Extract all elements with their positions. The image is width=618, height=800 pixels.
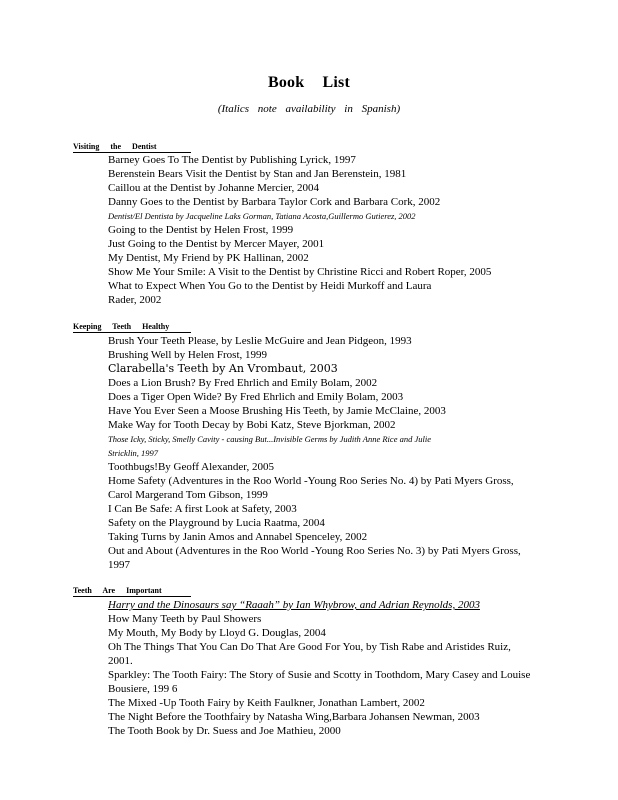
section-heading: Visiting the Dentist bbox=[73, 142, 191, 153]
list-item: 2001. bbox=[108, 655, 133, 667]
list-item: Caillou at the Dentist by Johanne Mercier, 2004 bbox=[108, 182, 319, 194]
list-item: Toothbugs!By Geoff Alexander, 2005 bbox=[108, 461, 275, 473]
list-item: Carol Margerand Tom Gibson, 1999 bbox=[108, 489, 268, 501]
list-item: Make Way for Tooth Decay by Bobi Katz, Steve Bjorkman, 2002 bbox=[108, 419, 396, 431]
list-item: Stricklin, 1997 bbox=[108, 448, 159, 458]
list-item: My Mouth, My Body by Lloyd G. Douglas, 2004 bbox=[108, 627, 326, 639]
list-item: Brush Your Teeth Please, by Leslie McGuire and Jean Pidgeon, 1993 bbox=[108, 335, 412, 347]
list-item: Rader, 2002 bbox=[108, 294, 162, 306]
list-item: Danny Goes to the Dentist by Barbara Taylor Cork and Barbara Cork, 2002 bbox=[108, 196, 441, 208]
book-list bbox=[108, 153, 558, 307]
book-list bbox=[108, 598, 558, 738]
page-title: Book List bbox=[267, 74, 351, 91]
list-item: Brushing Well by Helen Frost, 1999 bbox=[108, 349, 268, 361]
list-item: Does a Tiger Open Wide? By Fred Ehrlich and Emily Bolam, 2003 bbox=[108, 391, 404, 403]
list-item: Safety on the Playground by Lucia Raatma, 2004 bbox=[108, 517, 325, 529]
list-item: Dentist/El Dentista by Jacqueline Laks Gorman, Tatiana Acosta,Guillermo Gutierez, 2002 bbox=[108, 211, 416, 221]
list-item: How Many Teeth by Paul Showers bbox=[108, 613, 262, 625]
list-item: The Mixed -Up Tooth Fairy by Keith Faulkner, Jonathan Lambert, 2002 bbox=[108, 697, 425, 709]
list-item: Have You Ever Seen a Moose Brushing His Teeth, by Jamie McClaine, 2003 bbox=[108, 405, 446, 417]
list-item: Oh The Things That You Can Do That Are Good For You, by Tish Rabe and Aristides Ruiz, bbox=[108, 641, 511, 653]
list-item: Barney Goes To The Dentist by Publishing Lyrick, 1997 bbox=[108, 154, 356, 166]
list-item: Harry and the Dinosaurs say “Raaah” by Ian Whybrow, and Adrian Reynolds, 2003 bbox=[108, 599, 480, 611]
list-item: Just Going to the Dentist by Mercer Mayer, 2001 bbox=[108, 238, 325, 250]
list-item: The Tooth Book by Dr. Suess and Joe Mathieu, 2000 bbox=[108, 725, 341, 737]
list-item: Does a Lion Brush? By Fred Ehrlich and Emily Bolam, 2002 bbox=[108, 377, 378, 389]
list-item: What to Expect When You Go to the Dentist by Heidi Murkoff and Laura bbox=[108, 280, 432, 292]
list-item: Clarabella's Teeth by An Vrombaut, 2003 bbox=[108, 362, 338, 375]
page-subtitle: (Italics note availability in Spanish) bbox=[217, 103, 401, 115]
list-item: Out and About (Adventures in the Roo World -Young Roo Series No. 3) by Pati Myers Gross, bbox=[108, 545, 521, 557]
book-list bbox=[108, 334, 558, 572]
list-item: Home Safety (Adventures in the Roo World -Young Roo Series No. 4) by Pati Myers Gross, bbox=[108, 475, 514, 487]
section-heading: Keeping Teeth Healthy bbox=[73, 322, 191, 333]
list-item: Show Me Your Smile: A Visit to the Dentist by Christine Ricci and Robert Roper, 2005 bbox=[108, 266, 492, 278]
list-item: Sparkley: The Tooth Fairy: The Story of Susie and Scotty in Toothdom, Mary Casey and Louise bbox=[108, 669, 531, 681]
list-item: My Dentist, My Friend by PK Hallinan, 2002 bbox=[108, 252, 309, 264]
list-item: 1997 bbox=[108, 559, 130, 571]
list-item: I Can Be Safe: A first Look at Safety, 2003 bbox=[108, 503, 297, 515]
list-item: Those Icky, Sticky, Smelly Cavity - causing But...Invisible Germs by Judith Anne Rice and Julie bbox=[108, 434, 431, 444]
list-item: The Night Before the Toothfairy by Natasha Wing,Barbara Johansen Newman, 2003 bbox=[108, 711, 480, 723]
list-item: Bousiere, 199 6 bbox=[108, 683, 178, 695]
list-item: Going to the Dentist by Helen Frost, 1999 bbox=[108, 224, 294, 236]
list-item: Berenstein Bears Visit the Dentist by Stan and Jan Berenstein, 1981 bbox=[108, 168, 407, 180]
section-heading: Teeth Are Important bbox=[73, 586, 191, 597]
list-item: Taking Turns by Janin Amos and Annabel Spenceley, 2002 bbox=[108, 531, 368, 543]
